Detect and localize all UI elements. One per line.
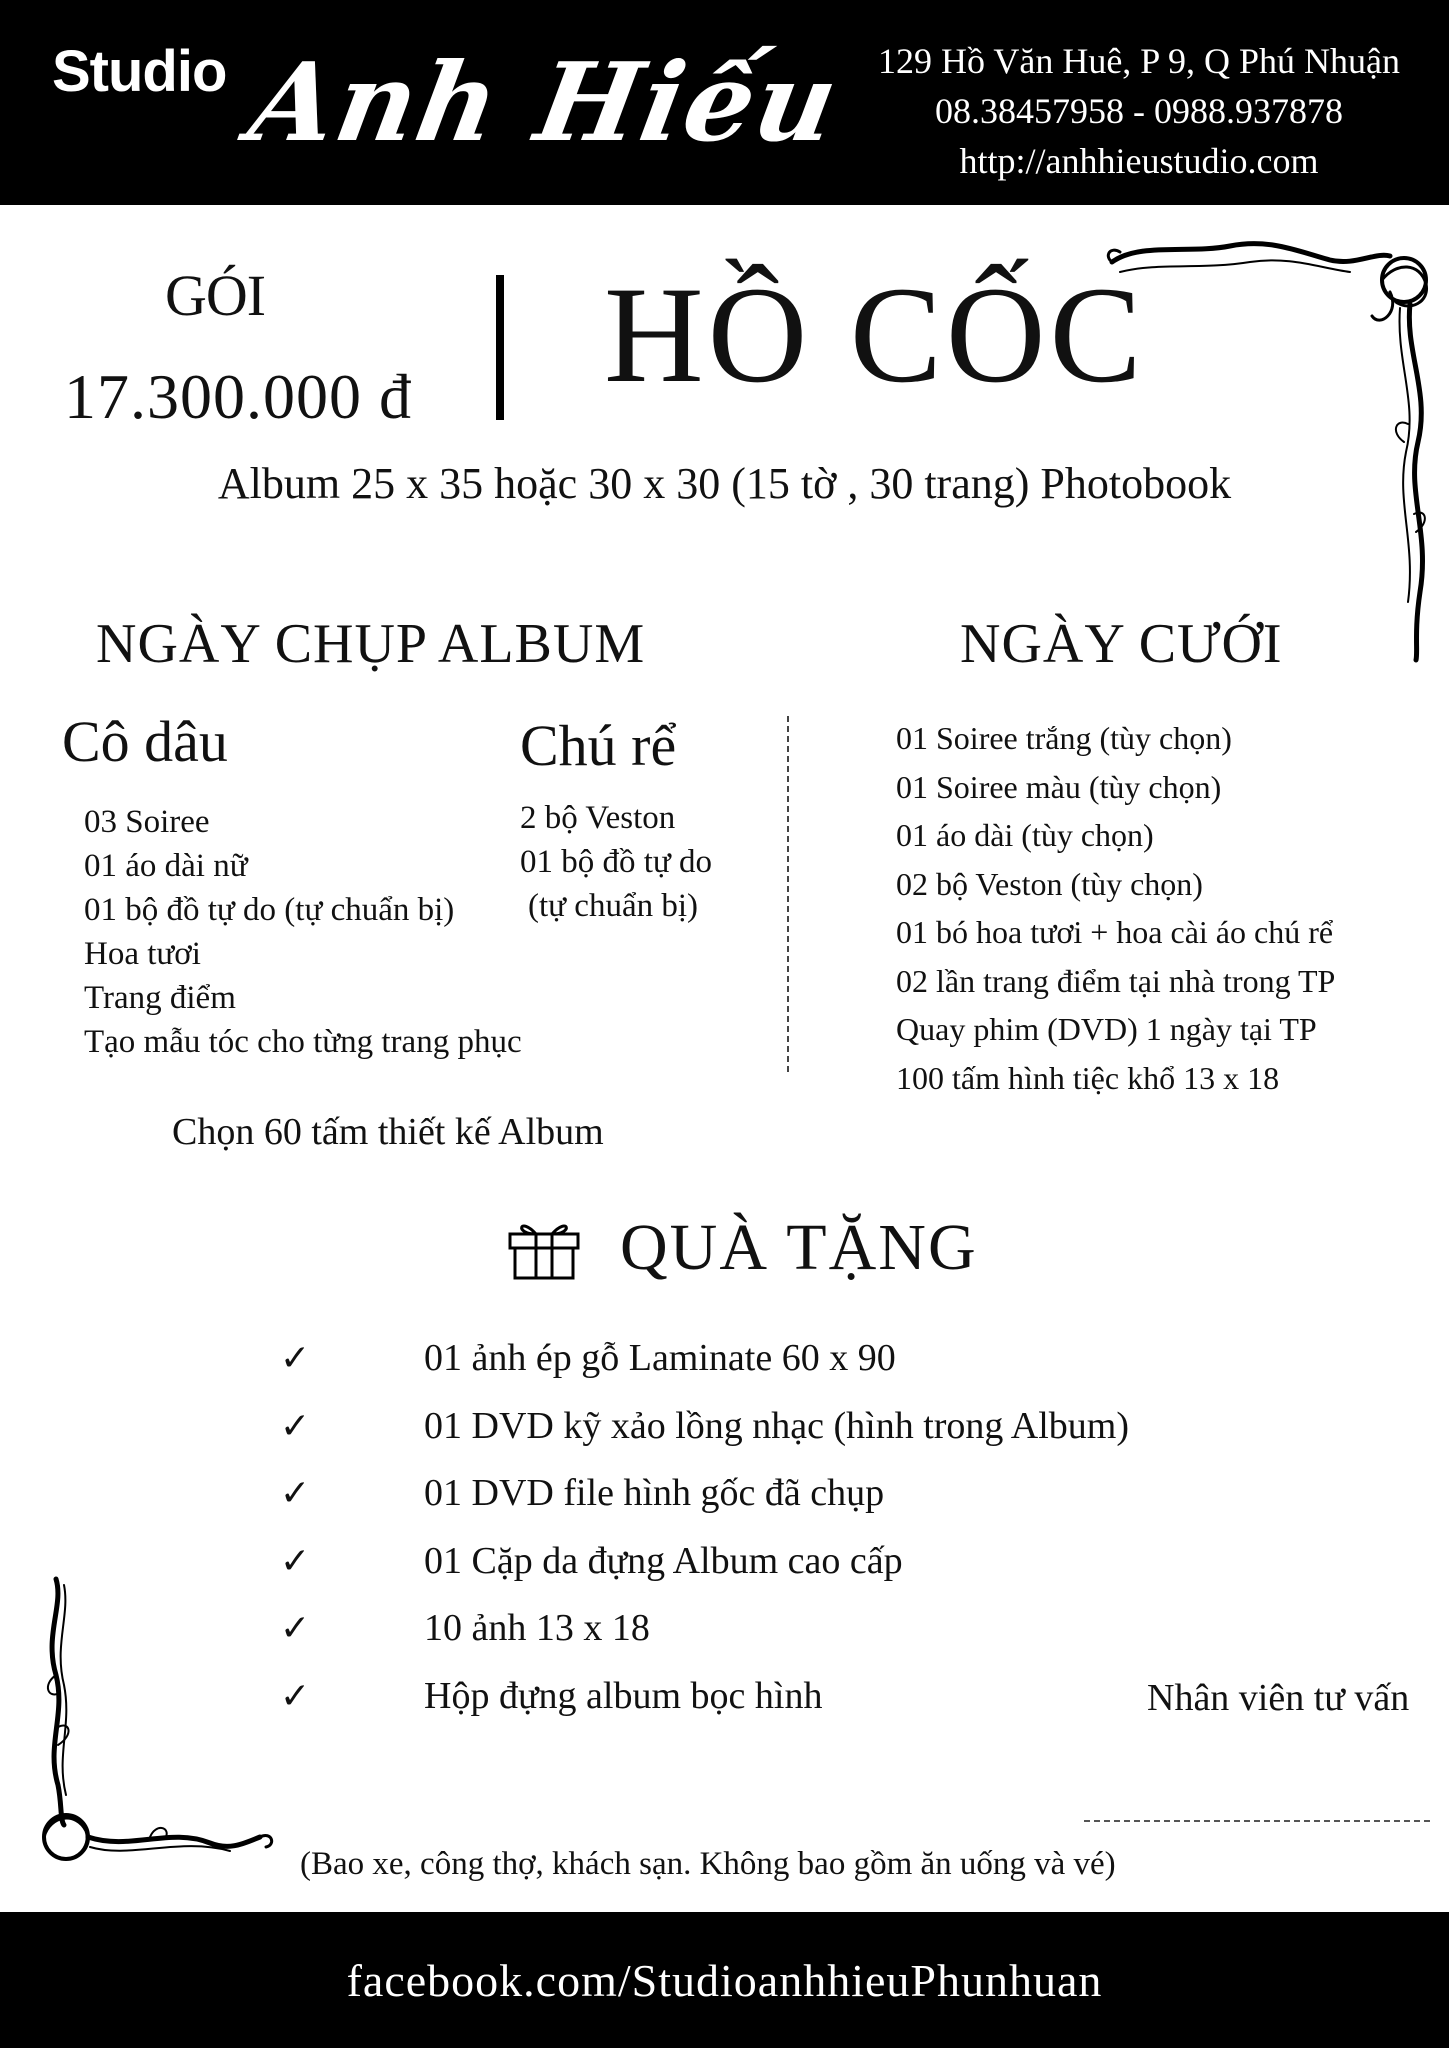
section-divider (787, 716, 789, 1072)
wedding-day-heading: NGÀY CƯỚI (960, 613, 1283, 675)
list-item (280, 1595, 1129, 1663)
gift-item-text: Hộp đựng album bọc hình (424, 1674, 823, 1717)
list-item: 03 Soiree (84, 804, 210, 840)
list-item: (tự chuẩn bị) (528, 888, 698, 924)
groom-heading: Chú rể (520, 713, 677, 778)
gift-item-text: 10 ảnh 13 x 18 (424, 1607, 650, 1649)
list-item: Hoa tươi (84, 936, 201, 972)
consultant-label: Nhân viên tư vấn (1147, 1677, 1410, 1719)
list-item: Tạo mẫu tóc cho từng trang phục (84, 1024, 522, 1060)
list-item: Trang điểm (84, 980, 236, 1016)
bride-heading: Cô dâu (62, 709, 228, 774)
list-item: Quay phim (DVD) 1 ngày tại TP (896, 1011, 1317, 1047)
address-text: 129 Hồ Văn Huê, P 9, Q Phú Nhuận (878, 41, 1400, 81)
list-item: 01 bộ đồ tự do (tự chuẩn bị) (84, 892, 455, 928)
album-description: Album 25 x 35 hoặc 30 x 30 (15 tờ , 30 trang) Photobook (217, 459, 1232, 508)
logo-name-text: Anh Hiếu (240, 40, 848, 166)
list-item (280, 1325, 1129, 1393)
check-icon: ✓ (280, 1540, 311, 1582)
package-price: 17.300.000 đ (64, 361, 412, 432)
package-note: (Bao xe, công thợ, khách sạn. Không bao gồm ăn uống và vé) (300, 1846, 1116, 1882)
gifts-list (280, 1325, 1129, 1730)
signature-line (1084, 1820, 1430, 1822)
header-bar (0, 0, 1449, 205)
facebook-link[interactable]: facebook.com/StudioanhhieuPhunhuan (346, 1955, 1103, 2006)
list-item (280, 1393, 1129, 1461)
footer-bar (0, 1912, 1449, 2048)
corner-ornament-bottom-left-icon (30, 1575, 280, 1875)
gift-item-text: 01 ảnh ép gỗ Laminate 60 x 90 (424, 1337, 896, 1379)
logo-studio-text: Studio (52, 39, 227, 104)
album-selection-text: Chọn 60 tấm thiết kế Album (172, 1111, 604, 1153)
bride-items-list (84, 800, 522, 1064)
list-item: 100 tấm hình tiệc khổ 13 x 18 (896, 1059, 1280, 1096)
corner-ornament-top-right-icon (1100, 232, 1440, 662)
gift-item-text: 01 DVD file hình gốc đã chụp (424, 1472, 885, 1514)
package-name: HỒ CỐC (604, 258, 1146, 411)
list-item: 01 bó hoa tươi + hoa cài áo chú rể (896, 914, 1334, 950)
gift-icon (506, 1212, 582, 1280)
gifts-heading: QUÀ TẶNG (620, 1211, 978, 1284)
list-item: 01 Soiree trắng (tùy chọn) (896, 720, 1232, 756)
check-icon: ✓ (280, 1405, 311, 1447)
check-icon: ✓ (280, 1338, 311, 1379)
list-item: 01 bộ đồ tự do (520, 844, 713, 880)
phone-text: 08.38457958 - 0988.937878 (935, 91, 1343, 131)
list-item: 02 lần trang điểm tại nhà trong TP (896, 962, 1336, 999)
shoot-day-heading: NGÀY CHỤP ALBUM (96, 613, 646, 675)
check-icon: ✓ (280, 1608, 311, 1649)
list-item: 2 bộ Veston (520, 800, 676, 836)
list-item: 02 bộ Veston (tùy chọn) (896, 865, 1203, 902)
list-item (280, 1528, 1129, 1596)
list-item: 01 áo dài nữ (84, 848, 248, 884)
wedding-items-list (896, 714, 1335, 1102)
list-item: 01 áo dài (tùy chọn) (896, 817, 1154, 853)
list-item (280, 1663, 1129, 1731)
contact-block (859, 36, 1419, 186)
list-item: 01 Soiree màu (tùy chọn) (896, 768, 1222, 805)
gift-item-text: 01 Cặp da đựng Album cao cấp (424, 1539, 903, 1582)
website-link[interactable]: http://anhhieustudio.com (959, 141, 1319, 181)
check-icon: ✓ (280, 1473, 311, 1514)
groom-items-list (520, 796, 712, 928)
gift-item-text: 01 DVD kỹ xảo lồng nhạc (hình trong Album) (424, 1404, 1130, 1447)
package-label: GÓI (165, 263, 266, 328)
title-divider (496, 275, 504, 420)
list-item (280, 1460, 1129, 1528)
check-icon: ✓ (280, 1675, 311, 1717)
